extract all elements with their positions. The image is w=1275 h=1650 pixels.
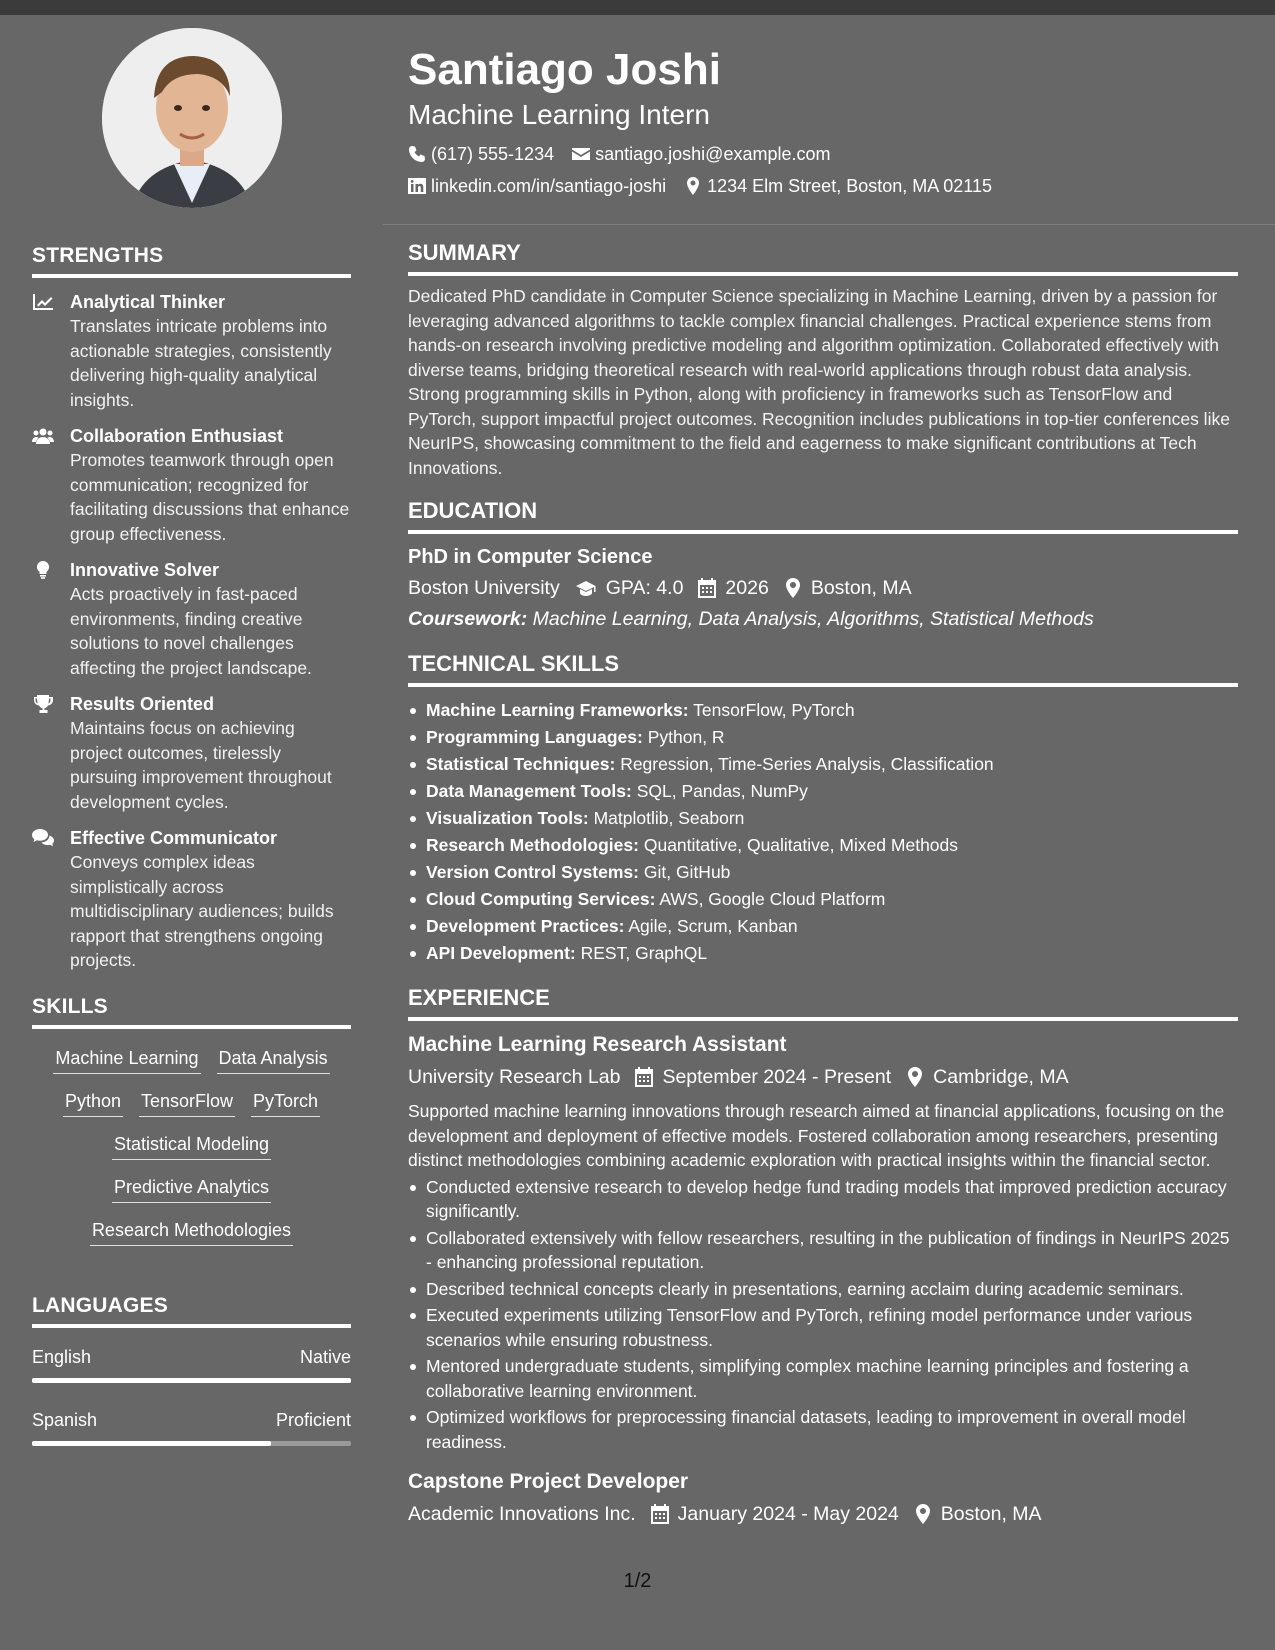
linkedin-icon <box>408 177 426 195</box>
language-name: Spanish <box>32 1409 98 1430</box>
skill-tag: Python <box>63 1088 123 1117</box>
job-meta <box>408 1500 1238 1528</box>
skill-tag: TensorFlow <box>139 1088 235 1117</box>
education-coursework: Coursework: Machine Learning, Data Analysis, Algorithms, Statistical Methods <box>408 608 1094 630</box>
phone-text: (617) 555-1234 <box>431 144 555 164</box>
experience-heading: EXPERIENCE <box>408 985 1238 1021</box>
contact-line <box>408 142 1238 166</box>
list-item: Cloud Computing Services: AWS, Google Cloud Platform <box>408 886 1238 913</box>
calendar-icon <box>697 578 717 598</box>
skill-tag: Machine Learning <box>53 1045 200 1074</box>
map-marker-icon <box>783 578 803 598</box>
list-item: Conducted extensive research to develop hedge fund trading models that improved prediction accuracy significantly. <box>408 1175 1238 1224</box>
language-proficiency-fill <box>32 1441 271 1446</box>
strength-description: Translates intricate problems into actionable strategies, consistently delivering high-quality analytical insights. <box>70 316 332 410</box>
technical-skills-heading: TECHNICAL SKILLS <box>408 651 1238 687</box>
email-text: santiago.joshi@example.com <box>595 144 831 164</box>
phone-contact[interactable] <box>408 142 554 166</box>
list-item: Collaborated extensively with fellow researchers, resulting in the publication of findings in NeurIPS 2025 - enhancing professional reputation. <box>408 1226 1238 1275</box>
lightbulb-icon <box>32 558 70 680</box>
calendar-icon <box>634 1067 654 1087</box>
strength-item <box>32 826 351 973</box>
map-marker-icon <box>684 177 702 195</box>
skill-tag: Statistical Modeling <box>112 1131 271 1160</box>
list-item: Machine Learning Frameworks: TensorFlow, PyTorch <box>408 697 1238 724</box>
job-description: Supported machine learning innovations through research aimed at financial applications, focusing on the development and deployment of effective models. Fostered collaboration among researchers, presenting distinct methodologies combining academic exploration with practical insights within the financial sector. <box>408 1101 1225 1170</box>
header-divider <box>383 224 1275 225</box>
comments-icon <box>32 826 70 973</box>
technical-skills-list <box>408 697 1238 967</box>
skill-tag: Research Methodologies <box>90 1217 293 1246</box>
list-item: Statistical Techniques: Regression, Time-Series Analysis, Classification <box>408 751 1238 778</box>
education-location: Boston, MA <box>783 574 912 602</box>
education-school: Boston University <box>408 577 560 599</box>
list-item: Optimized workflows for preprocessing financial datasets, leading to improvement in overall model readiness. <box>408 1405 1238 1454</box>
strength-description: Promotes teamwork through open communication; recognized for facilitating discussions that enhance group effectiveness. <box>70 450 350 544</box>
list-item: Mentored undergraduate students, simplifying complex machine learning principles and fostering a collaborative learning environment. <box>408 1354 1238 1403</box>
list-item: Programming Languages: Python, R <box>408 724 1238 751</box>
job-title: Machine Learning Research Assistant <box>408 1033 787 1056</box>
language-proficiency-fill <box>32 1378 351 1383</box>
strength-description: Conveys complex ideas simplistically across multidisciplinary audiences; builds rapport that strengthens ongoing projects. <box>70 852 334 970</box>
language-item <box>32 1344 351 1383</box>
job-location: Cambridge, MA <box>905 1063 1068 1091</box>
strength-title: Innovative Solver <box>70 560 220 580</box>
page-number: 1/2 <box>623 1570 652 1592</box>
strength-item <box>32 290 351 412</box>
language-proficiency-bar <box>32 1441 351 1446</box>
address-text: 1234 Elm Street, Boston, MA 02115 <box>707 176 992 196</box>
list-item: Version Control Systems: Git, GitHub <box>408 859 1238 886</box>
main-content <box>408 240 1238 1528</box>
skills-heading: SKILLS <box>32 995 351 1029</box>
job-bullets <box>408 1175 1238 1455</box>
summary-text: Dedicated PhD candidate in Computer Science specializing in Machine Learning, driven by a passion for leveraging advanced algorithms to tackle complex financial challenges. Practical experience stems from hands-on research involving predictive modeling and algorithm optimization. Collaborated effectively with diverse teams, bridging theoretical research with real-world applications through robust data analysis. Strong programming skills in Python, along with proficiency in frameworks such as TensorFlow and PyTorch, support impactful project outcomes. Recognition includes publications in top-tier conferences like NeurIPS, showcasing commitment to the field and eagerness to make significant contributions at Tech Innovations. <box>408 286 1230 478</box>
strength-title: Analytical Thinker <box>70 292 226 312</box>
education-year: 2026 <box>697 574 768 602</box>
skills-cloud <box>32 1029 351 1246</box>
candidate-role: Machine Learning Intern <box>408 99 710 130</box>
education-gpa: GPA: 4.0 <box>574 574 684 602</box>
strength-item <box>32 424 351 546</box>
linkedin-contact[interactable] <box>408 174 666 198</box>
calendar-icon <box>650 1504 670 1524</box>
strength-title: Effective Communicator <box>70 828 278 848</box>
strength-title: Results Oriented <box>70 694 215 714</box>
summary-heading: SUMMARY <box>408 240 1238 276</box>
sidebar <box>32 28 351 1446</box>
strength-description: Acts proactively in fast-paced environments, finding creative solutions to novel challenges affecting the project landscape. <box>70 584 312 678</box>
language-level: Proficient <box>275 1409 351 1430</box>
education-degree: PhD in Computer Science <box>408 546 653 568</box>
skill-tag: Predictive Analytics <box>112 1174 271 1203</box>
linkedin-text: linkedin.com/in/santiago-joshi <box>431 176 667 196</box>
email-contact[interactable] <box>572 142 830 166</box>
skill-tag: PyTorch <box>251 1088 320 1117</box>
list-item: Executed experiments utilizing TensorFlow and PyTorch, refining model performance under various scenarios while ensuring robustness. <box>408 1303 1238 1352</box>
strength-title: Collaboration Enthusiast <box>70 426 284 446</box>
job-meta <box>408 1063 1238 1091</box>
job-title: Capstone Project Developer <box>408 1470 689 1493</box>
language-name: English <box>32 1346 92 1367</box>
trophy-icon <box>32 692 70 814</box>
map-marker-icon <box>905 1067 925 1087</box>
graduation-cap-icon <box>574 578 598 598</box>
job-location: Boston, MA <box>913 1500 1042 1528</box>
job-company: University Research Lab <box>408 1066 621 1088</box>
candidate-name: Santiago Joshi <box>408 45 721 94</box>
strength-item <box>32 558 351 680</box>
language-proficiency-bar <box>32 1378 351 1383</box>
list-item: Data Management Tools: SQL, Pandas, NumPy <box>408 778 1238 805</box>
resume-header <box>408 42 1238 198</box>
list-item: Described technical concepts clearly in presentations, earning acclaim during academic seminars. <box>408 1277 1238 1302</box>
list-item: Research Methodologies: Quantitative, Qualitative, Mixed Methods <box>408 832 1238 859</box>
education-meta <box>408 574 1238 602</box>
list-item: Visualization Tools: Matplotlib, Seaborn <box>408 805 1238 832</box>
profile-photo <box>102 28 282 208</box>
phone-icon <box>408 145 426 163</box>
language-level: Native <box>299 1346 351 1367</box>
education-heading: EDUCATION <box>408 498 1238 534</box>
contact-line <box>408 174 1238 198</box>
chart-line-icon <box>32 290 70 412</box>
list-item: Development Practices: Agile, Scrum, Kanban <box>408 913 1238 940</box>
strength-description: Maintains focus on achieving project outcomes, tirelessly pursuing improvement throughout development cycles. <box>70 718 332 812</box>
job-dates: January 2024 - May 2024 <box>650 1500 899 1528</box>
languages-heading: LANGUAGES <box>32 1294 351 1328</box>
strength-item <box>32 692 351 814</box>
job-dates: September 2024 - Present <box>634 1063 891 1091</box>
envelope-icon <box>572 145 590 163</box>
list-item: API Development: REST, GraphQL <box>408 940 1238 967</box>
map-marker-icon <box>913 1504 933 1524</box>
strengths-heading: STRENGTHS <box>32 244 351 278</box>
job-company: Academic Innovations Inc. <box>408 1503 636 1525</box>
users-icon <box>32 424 70 546</box>
address-contact <box>684 174 992 198</box>
language-item <box>32 1407 351 1446</box>
top-bar <box>0 0 1275 15</box>
skill-tag: Data Analysis <box>217 1045 330 1074</box>
